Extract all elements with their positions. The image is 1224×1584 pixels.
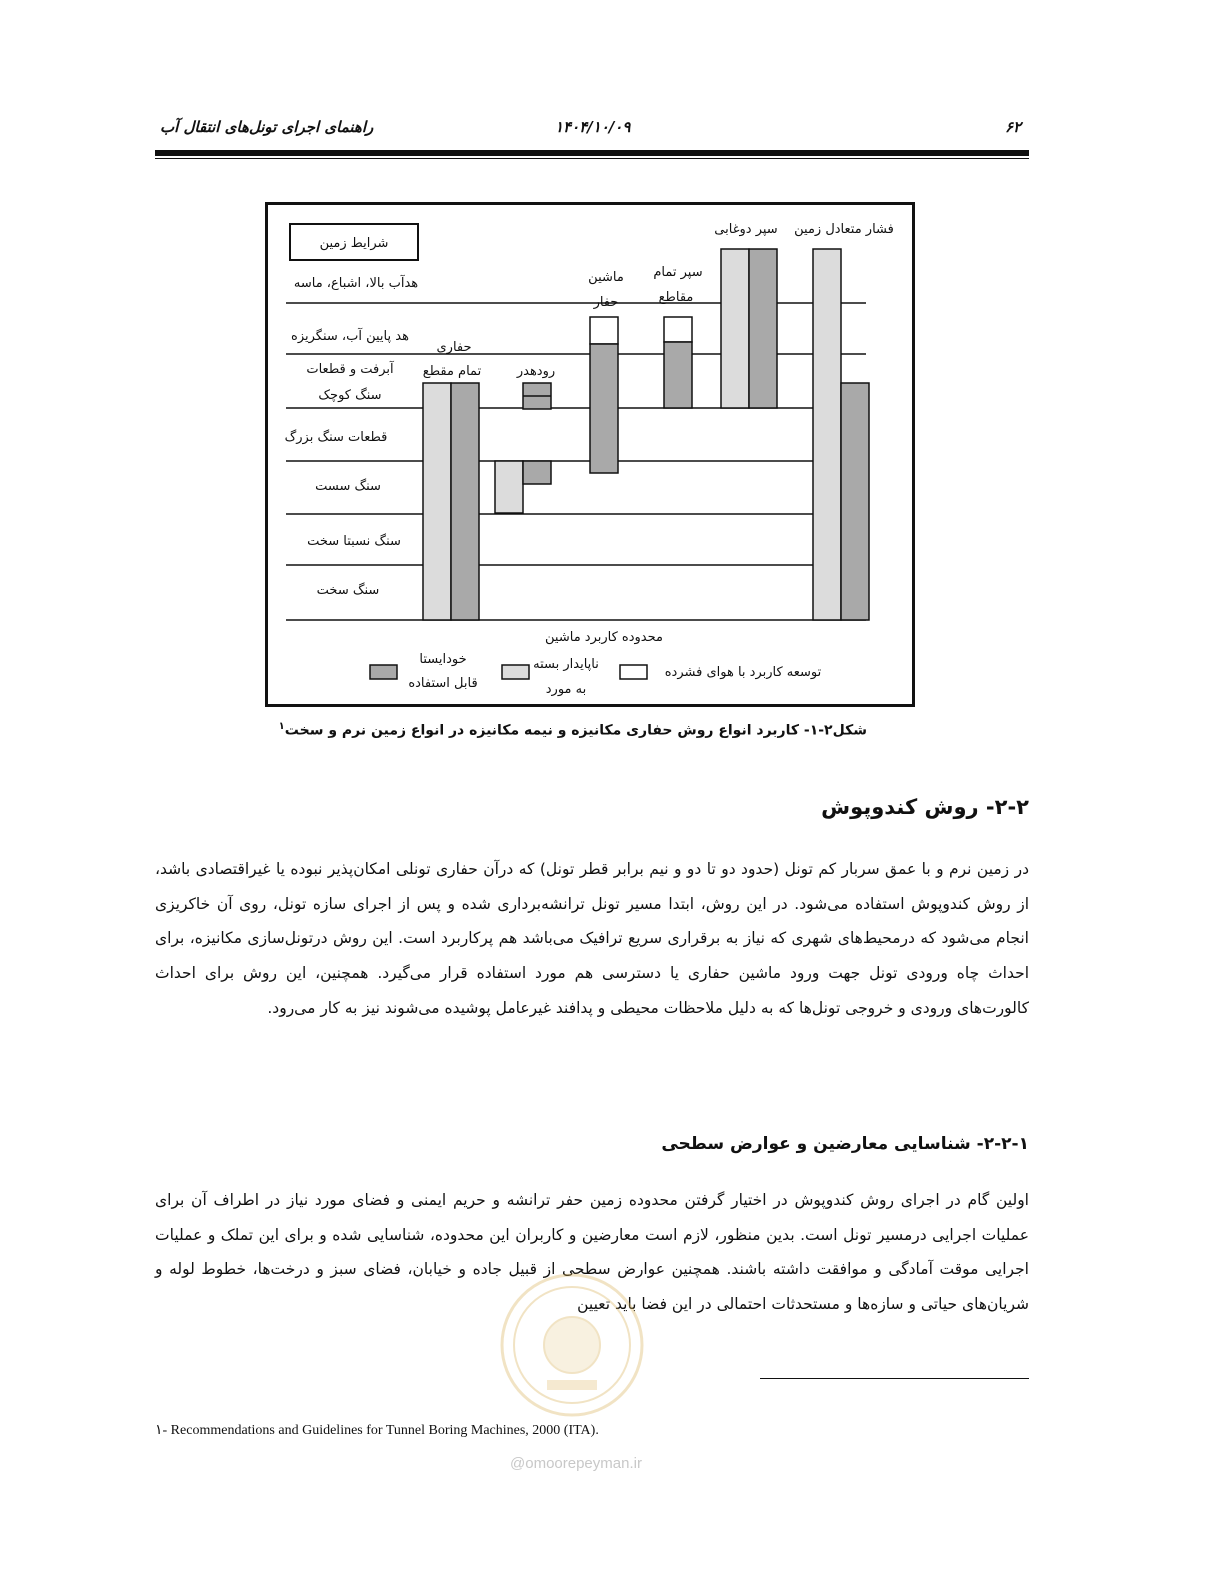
bar-shield-dark — [664, 342, 692, 408]
footnote: ۱- Recommendations and Guidelines for Tunnel Boring Machines, 2000 (ITA). — [155, 1423, 599, 1438]
row-label: قطعات سنگ بزرگ — [284, 430, 388, 445]
header-rule-thin — [155, 158, 1029, 159]
page-number: ۶۲ — [1005, 118, 1022, 136]
bar-epb-light — [813, 249, 841, 620]
bar-full-face-light — [423, 383, 451, 620]
method-label: مقاطع — [658, 290, 694, 305]
figure-svg — [268, 205, 912, 704]
row-label: سنگ کوچک — [318, 388, 382, 403]
method-label: سپر تمام — [653, 265, 703, 280]
method-label: فشار متعادل زمین — [794, 222, 894, 237]
row-label: هدآب بالا، اشباع، ماسه — [293, 276, 419, 291]
bar-slurry-dark — [749, 249, 777, 408]
row-label: سنگ سست — [315, 479, 381, 494]
watermark-seal — [497, 1270, 647, 1420]
section-heading: ۲-۲- روش کندوپوش — [821, 795, 1029, 819]
section-paragraph: در زمین نرم و با عمق سربار کم تونل (حدود دو تا دو و نیم برابر قطر تونل) که درآن حفاری تونلی امکان‌پذیر نبوده یا غیراقتصادی باشد، از روش کندوپوش استفاده می‌شود. در این روش، ابتدا مسیر تونل ترانشه‌برداری شده و پس از اجرای سازه تونل، روی آن خاکریزی انجام می‌شود که درمحیط‌های شهری که نیاز به برقراری سریع ترافیک می‌باشد هم پرکاربرد است. این روش درتونل‌سازی مکانیزه، برای احداث چاه ورودی تونل جهت ورود ماشین حفاری یا دسترسی هم مورد استفاده قرار می‌گیرد. همچنین، این روش برای احداث کالورت‌های ورودی و خروجی تونل‌ها که به دلیل ملاحظات محیطی و پدافند غیرعامل پوشیده می‌شوند نیز به کار می‌رود. — [155, 860, 1029, 1017]
header-date: ۱۴۰۴/۱۰/۰۹ — [555, 118, 631, 136]
footnote-rule — [760, 1378, 1029, 1379]
row-label: آبرفت و قطعات — [306, 362, 394, 377]
bar-machine-white — [590, 317, 618, 344]
bar-roadheader-light — [495, 461, 523, 513]
caption-text: شکل۲-۱- کاربرد انواع روش حفاری مکانیزه و نیمه مکانیزه در انواع زمین نرم و سخت — [284, 722, 867, 739]
legend-swatch-dark — [370, 665, 397, 679]
bar-epb-dark — [841, 383, 869, 620]
header-rule — [155, 150, 1029, 156]
legend-label: ناپایدار بسته — [533, 657, 599, 672]
caption-note: ۱ — [278, 721, 285, 732]
legend-title: محدوده کاربرد ماشین — [545, 630, 663, 645]
method-label: رودهدر — [516, 364, 556, 379]
row-lines — [286, 303, 866, 620]
legend-label: توسعه کاربرد با هوای فشرده — [664, 665, 822, 680]
book-title: راهنمای اجرای تونل‌های انتقال آب — [160, 118, 374, 136]
figure-caption — [155, 721, 867, 739]
method-label: ماشین — [588, 270, 624, 285]
subsection-heading: ۲-۲-۱- شناسایی معارضین و عوارض سطحی — [661, 1134, 1029, 1154]
method-label: سپر دوغابی — [714, 222, 778, 237]
method-label: تمام مقطع — [422, 364, 482, 379]
bar-full-face-dark — [451, 383, 479, 620]
bar-machine-dark — [590, 344, 618, 473]
legend-swatch-light — [502, 665, 529, 679]
legend-label: قابل استفاده — [408, 676, 478, 691]
bar-roadheader-dark-2 — [523, 461, 551, 484]
method-label: حفار — [593, 295, 619, 310]
legend-label: به مورد — [545, 682, 587, 697]
subsection-paragraph: اولین گام در اجرای روش کندوپوش در اختیار گرفتن محدوده زمین حفر ترانشه و حریم ایمنی و فضای مورد نیاز در اطراف آن برای عملیات اجرایی درمسیر تونل است. بدین منظور، لازم است معارضین و کاربران این محدوده، شناسایی شده و برای این تملک و عملیات اجرایی موقت آمادگی و موافقت داشته باشند. همچنین عوارض سطحی از قبیل جاده و خیابان، فضای سبز و درخت‌ها، خطوط لوله و شریان‌های حیاتی و سازه‌ها و مستحدثات احتمالی در این فضا باید تعیین — [155, 1191, 1029, 1314]
watermark-text: @omoorepeyman.ir — [510, 1455, 642, 1472]
bar-slurry-light — [721, 249, 749, 408]
method-label: حفاری — [436, 340, 472, 355]
legend-label: خودایستا — [419, 652, 467, 667]
figure-diagram — [265, 202, 915, 707]
row-label: سنگ نسبتا سخت — [307, 534, 401, 549]
title-box-label: شرایط زمین — [319, 236, 389, 251]
bar-shield-white — [664, 317, 692, 342]
row-label: سنگ سخت — [316, 583, 380, 598]
row-label: هد پایین آب، سنگریزه — [291, 329, 409, 344]
legend-swatch-white — [620, 665, 647, 679]
